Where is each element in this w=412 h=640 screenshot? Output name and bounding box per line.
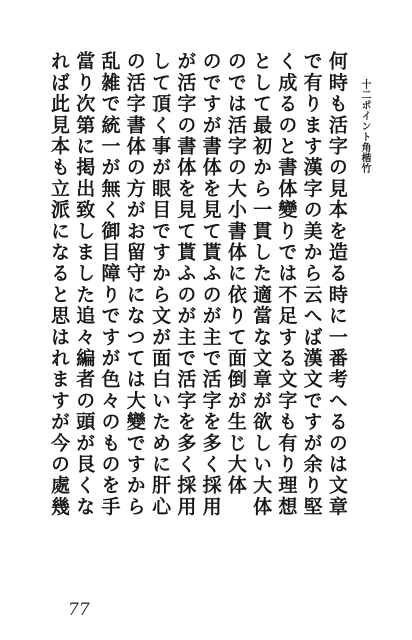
text-column: 何時も活字の見本を造る時に一番考へるのは文章: [325, 51, 348, 518]
text-column: く成るのと書体變りでは不足する文字も有り理想: [275, 51, 298, 518]
text-column: として最初から一貫した適當な文章が欲しい大体: [250, 51, 273, 518]
text-column: で有ります漢字の美から云へば漢文ですが余り堅: [300, 51, 323, 518]
text-column: 乱雑で統一が無く御目障りですが色々のものを手: [98, 51, 121, 518]
text-column: のでは活字の大小書体に依りて面倒が生じ大体: [224, 51, 247, 497]
font-specimen-caption: 十二ポイント角楷竹: [359, 79, 370, 174]
text-column: 當り次第に掲出致しました追々編者の頭が艮くな: [73, 51, 96, 518]
text-column: れば此見本も立派になると思はれますが今の處幾: [48, 51, 70, 518]
page-number: 77: [68, 600, 90, 620]
text-column: のですが書体を見て貰ふのが主で活字を多く採用: [199, 51, 222, 518]
text-column: が活字の書体を見て貰ふのが主で活字を多く採用: [174, 51, 197, 518]
vertical-text-block: [48, 51, 348, 596]
text-column: して頂く事が眼目ですから文が面白いために肝心: [149, 51, 172, 518]
text-column: の活字書体の方がお留守になつては大變ですから: [123, 51, 146, 518]
